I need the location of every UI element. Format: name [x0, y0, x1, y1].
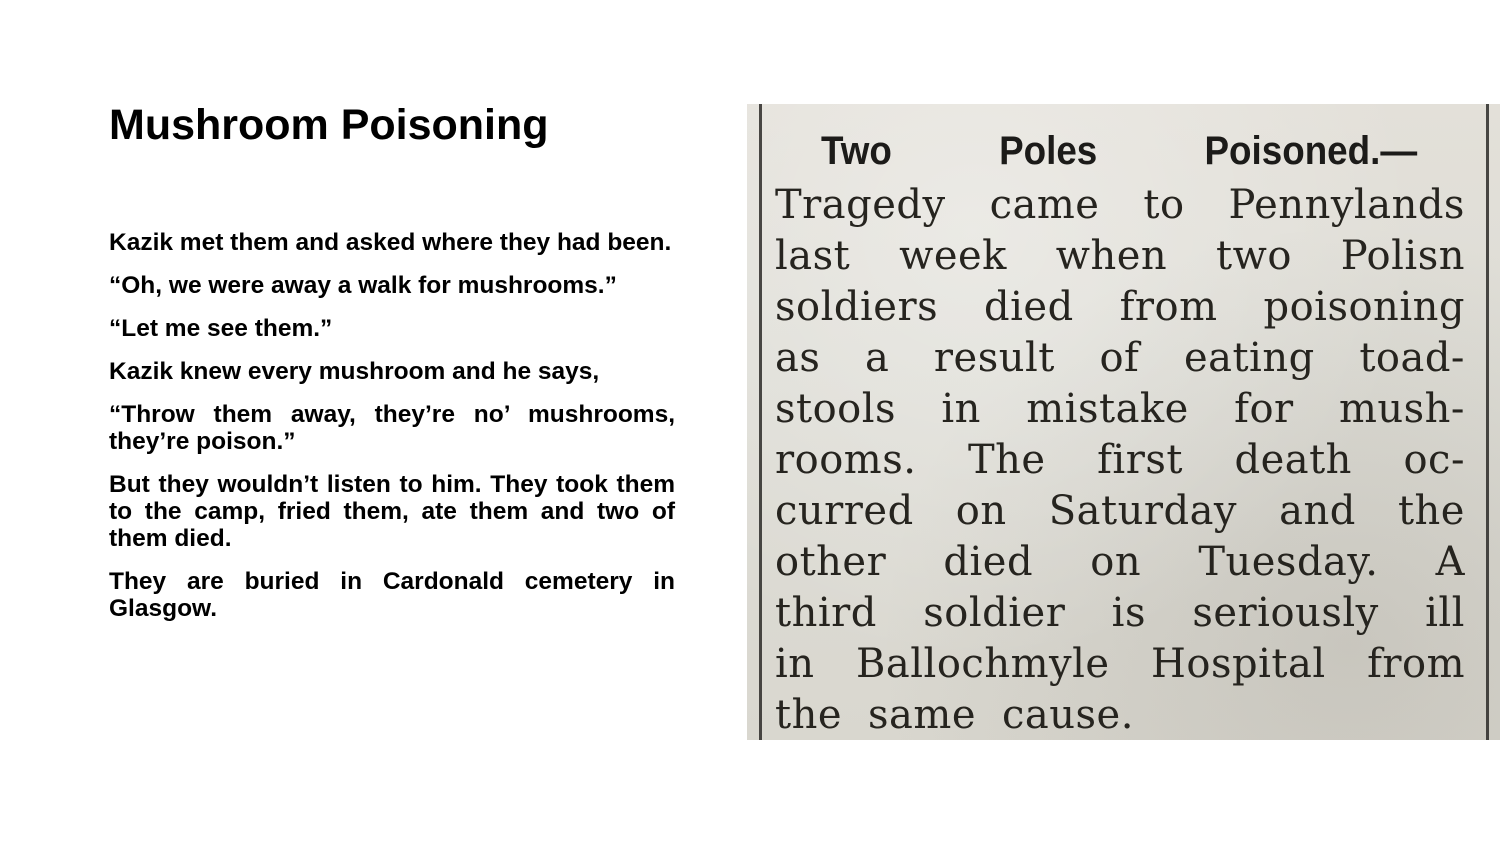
- paragraph: “Oh, we were away a walk for mushrooms.”: [109, 272, 617, 299]
- clipping-word: on: [1090, 539, 1142, 585]
- newspaper-clipping-image: [747, 104, 1500, 740]
- clipping-line: [775, 537, 1465, 588]
- column-rule-left: [759, 104, 762, 740]
- paragraph: “Throw them away, they’re no’ mushrooms, they’re poison.”: [109, 401, 675, 455]
- clipping-word: died: [984, 284, 1074, 330]
- clipping-word: from: [1367, 641, 1465, 687]
- clipping-word: to: [1143, 182, 1185, 228]
- slide-body: [109, 229, 675, 638]
- clipping-word: the: [1397, 488, 1465, 534]
- clipping-line: [775, 282, 1465, 333]
- slide-title: Mushroom Poisoning: [109, 101, 549, 149]
- clipping-word: two: [1216, 233, 1292, 279]
- clipping-heading-word: Poles: [999, 129, 1098, 173]
- clipping-word: eating: [1183, 335, 1315, 381]
- clipping-line: [775, 333, 1465, 384]
- paragraph: But they wouldn’t listen to him. They took them to the camp, fried them, ate them and two of them died.: [109, 471, 675, 552]
- clipping-line: [775, 588, 1465, 639]
- clipping-word: from: [1119, 284, 1218, 330]
- clipping-line: [775, 384, 1465, 435]
- clipping-line: [775, 639, 1465, 690]
- clipping-word: stools: [775, 386, 897, 432]
- clipping-word: Pennylands: [1228, 182, 1465, 228]
- clipping-word: in: [775, 641, 815, 687]
- clipping-word: mistake: [1026, 386, 1189, 432]
- clipping-word: other: [775, 539, 887, 585]
- clipping-word: mush-: [1338, 386, 1465, 432]
- clipping-word: the: [775, 692, 843, 738]
- clipping-word: A: [1435, 539, 1465, 585]
- clipping-heading-word: Two: [821, 129, 892, 173]
- clipping-word: Hospital: [1151, 641, 1326, 687]
- clipping-word: soldier: [923, 590, 1066, 636]
- clipping-word: same: [868, 692, 976, 738]
- clipping-word: The: [967, 437, 1046, 483]
- clipping-word: toad-: [1359, 335, 1465, 381]
- clipping-word: curred: [775, 488, 914, 534]
- clipping-word: for: [1234, 386, 1294, 432]
- clipping-word: soldiers: [775, 284, 939, 330]
- clipping-word: result: [933, 335, 1055, 381]
- clipping-word: Tragedy: [775, 182, 946, 228]
- clipping-word: cause.: [1002, 692, 1134, 738]
- clipping-word: came: [989, 182, 1100, 228]
- clipping-word: death: [1234, 437, 1352, 483]
- clipping-word: third: [775, 590, 877, 636]
- clipping-word: Polisn: [1340, 233, 1465, 279]
- clipping-word: died: [943, 539, 1034, 585]
- clipping-word: and: [1279, 488, 1356, 534]
- clipping-word: Tuesday.: [1198, 539, 1379, 585]
- clipping-heading-word: Poisoned.—: [1204, 129, 1418, 173]
- clipping-word: Ballochmyle: [856, 641, 1110, 687]
- clipping-word: rooms.: [775, 437, 917, 483]
- clipping-word: is: [1111, 590, 1146, 636]
- clipping-line: [775, 231, 1465, 282]
- clipping-word: of: [1099, 335, 1140, 381]
- clipping-word: Saturday: [1048, 488, 1238, 534]
- clipping-heading: [821, 126, 1417, 176]
- clipping-word: when: [1055, 233, 1168, 279]
- clipping-text: [775, 180, 1465, 740]
- clipping-word: a: [864, 335, 890, 381]
- clipping-word: poisoning: [1263, 284, 1465, 330]
- clipping-word: week: [899, 233, 1007, 279]
- paragraph: “Let me see them.”: [109, 315, 333, 342]
- clipping-word: in: [941, 386, 981, 432]
- clipping-word: last: [775, 233, 851, 279]
- clipping-line: [775, 690, 1465, 740]
- clipping-word: on: [955, 488, 1007, 534]
- column-rule-right: [1486, 104, 1489, 740]
- clipping-word: oc-: [1403, 437, 1465, 483]
- clipping-word: ill: [1425, 590, 1465, 636]
- clipping-line: [775, 180, 1465, 231]
- paragraph: Kazik met them and asked where they had been.: [109, 229, 672, 256]
- clipping-word: seriously: [1192, 590, 1379, 636]
- clipping-line: [775, 486, 1465, 537]
- paragraph: They are buried in Cardonald cemetery in Glasgow.: [109, 568, 675, 622]
- clipping-line: [775, 435, 1465, 486]
- paragraph: Kazik knew every mushroom and he says,: [109, 358, 600, 385]
- clipping-word: as: [775, 335, 821, 381]
- clipping-word: first: [1097, 437, 1183, 483]
